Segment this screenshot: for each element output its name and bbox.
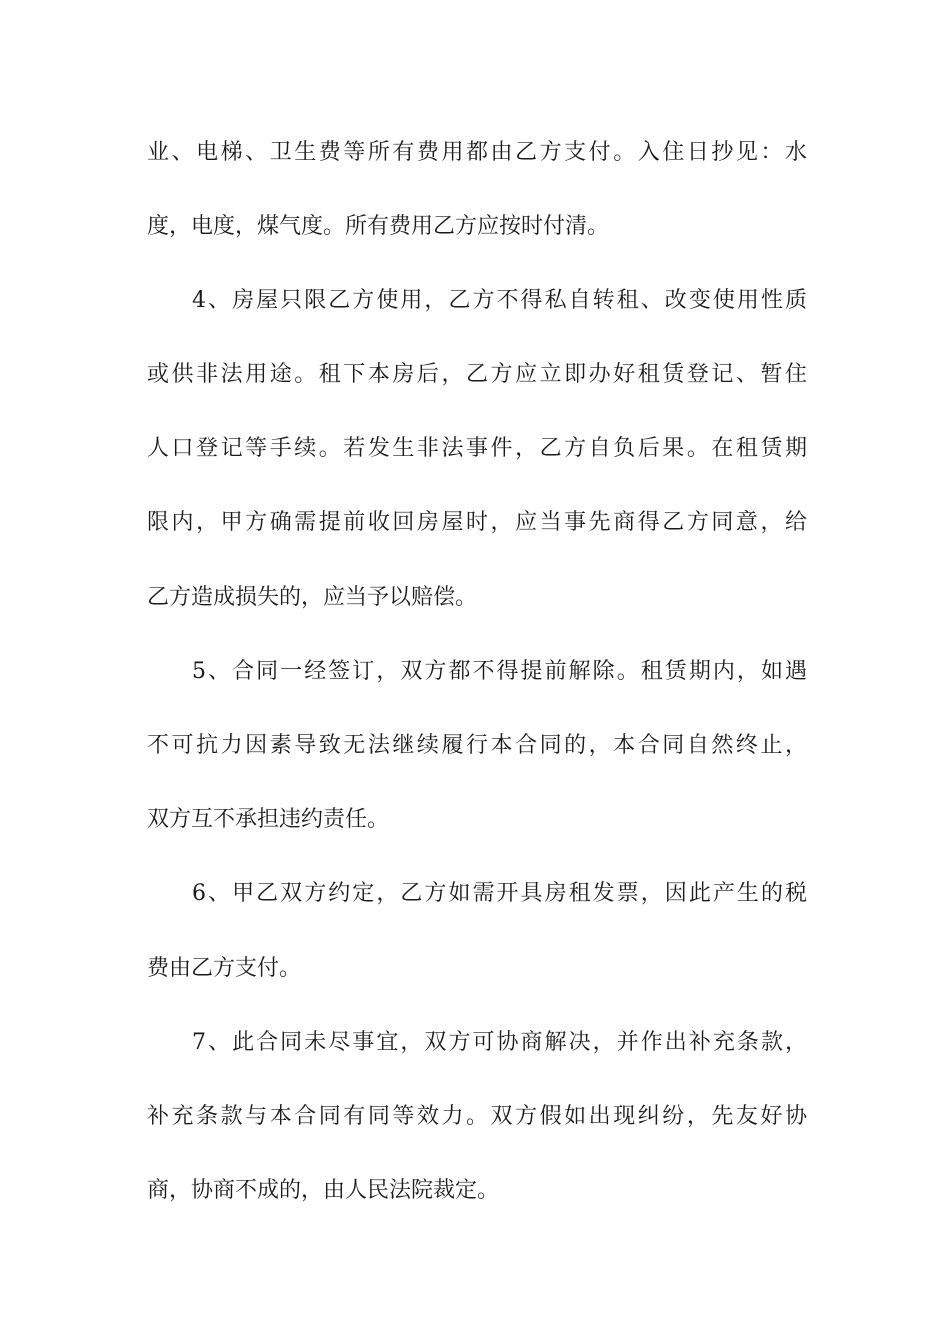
clause-4-line-4: 限内，甲方确需提前收回房屋时，应当事先商得乙方同意，给 xyxy=(147,510,807,535)
clause-6-line-2: 费由乙方支付。 xyxy=(147,956,302,981)
clause-5-line-1: 5、合同一经签订，双方都不得提前解除。租赁期内，如遇 xyxy=(192,659,807,684)
clause-7-line-1: 7、此合同未尽事宜，双方可协商解决，并作出补充条款， xyxy=(192,1030,807,1055)
clause-7-line-3: 商，协商不成的，由人民法院裁定。 xyxy=(147,1178,500,1203)
clause-4-line-2: 或供非法用途。租下本房后，乙方应立即办好租赁登记、暂住 xyxy=(147,362,807,387)
clause-7-line-2: 补充条款与本合同有同等效力。双方假如出现纠纷，先友好协 xyxy=(147,1104,807,1129)
clause-4-line-5: 乙方造成损失的，应当予以赔偿。 xyxy=(147,585,478,610)
clause-4-line-1: 4、房屋只限乙方使用，乙方不得私自转租、改变使用性质 xyxy=(192,288,807,313)
clause-5-line-3: 双方互不承担违约责任。 xyxy=(147,807,390,832)
clause-5-line-2: 不可抗力因素导致无法继续履行本合同的，本合同自然终止， xyxy=(147,733,807,758)
text-line-2: 度，电度，煤气度。所有费用乙方应按时付清。 xyxy=(147,214,610,239)
clause-4-line-3: 人口登记等手续。若发生非法事件，乙方自负后果。在租赁期 xyxy=(147,436,807,461)
clause-6-line-1: 6、甲乙双方约定，乙方如需开具房租发票，因此产生的税 xyxy=(192,881,807,906)
text-line-1: 业、电梯、卫生费等所有费用都由乙方支付。入住日抄见：水 xyxy=(147,140,807,165)
